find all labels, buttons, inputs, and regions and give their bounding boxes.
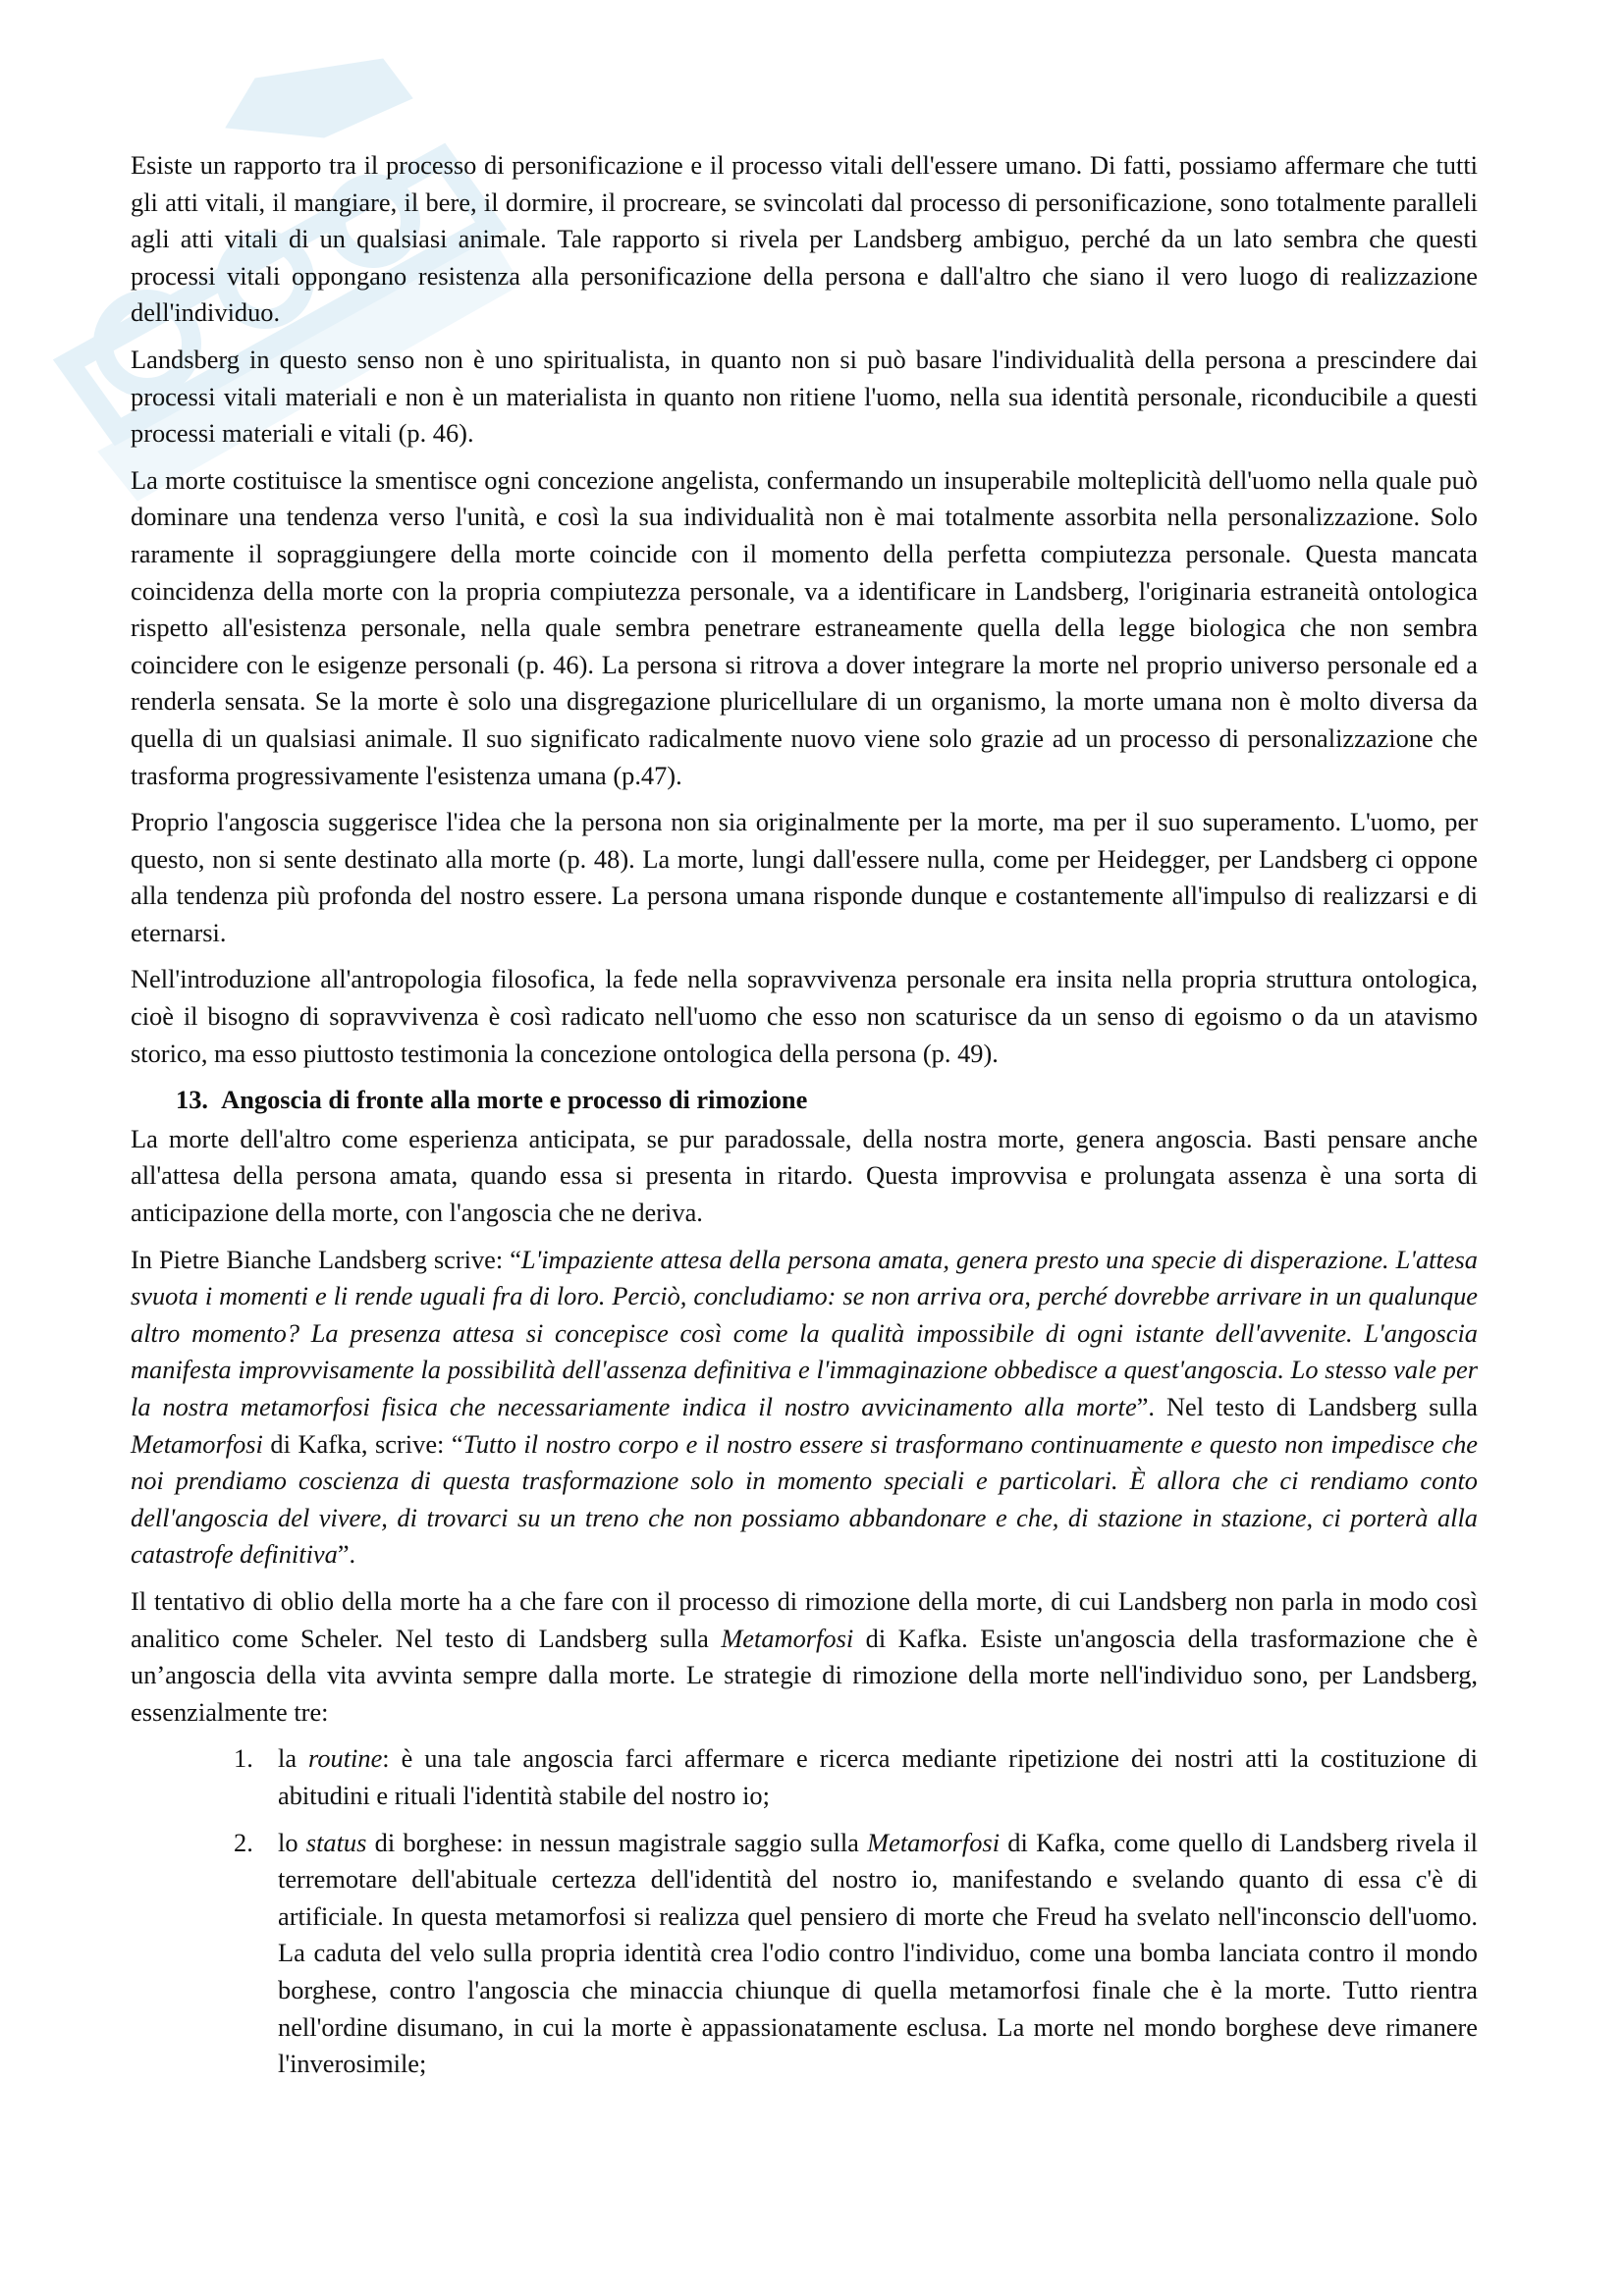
paragraph-2: Landsberg in questo senso non è uno spiritualista, in quanto non si può basare l'individualità della persona a prescindere dai processi vitali materiali e non è un materialista in quanto non ritiene l'uomo, nella sua identità personale, riconducibile a questi processi materiali e vitali (p. 46). bbox=[131, 344, 1478, 449]
p8-book-title: Metamorfosi bbox=[721, 1623, 854, 1653]
paragraph-7 bbox=[131, 1242, 1478, 1574]
section-title: Angoscia di fronte alla morte e processo di rimozione bbox=[221, 1085, 808, 1115]
paragraph-6: La morte dell'altro come esperienza anticipata, se pur paradossale, della nostra morte, genera angoscia. Basti pensare anche all'attesa della persona amata, quando essa si presenta in ritardo. Questa improvvisa e prolungata assenza è una sorta di anticipazione della morte, con l'angoscia che ne deriva. bbox=[131, 1123, 1478, 1228]
p7-text-d: ”. bbox=[337, 1539, 356, 1570]
item2-text-b: di borghese: in nessun magistrale saggio sulla bbox=[366, 1827, 868, 1857]
section-number: 13. bbox=[176, 1085, 208, 1115]
strategies-list bbox=[131, 1740, 1478, 2082]
quote-metamorfosi: Tutto il nostro corpo e il nostro essere si trasformano continuamente e questo non impedisce che noi prendiamo coscienza di questa trasformazione solo in momento speciali e particolari. È allora che ci rendiamo conto dell'angoscia del vivere, di trovarci su un treno che non possiamo abbandonare e che, di stazione in stazione, ci porterà alla catastrofe definitiva bbox=[131, 1428, 1478, 1570]
paragraph-3: La morte costituisce la smentisce ogni concezione angelista, confermando un insuperabile molteplicità dell'uomo nella quale può dominare una tendenza verso l'unità, e così la sua individualità non è mai totalmente assorbita nella personalizzazione. Solo raramente il sopraggiungere della morte coincide con il momento della perfetta compiutezza personale. Questa mancata coincidenza della morte con la propria compiutezza personale, va a identificare in Landsberg, l'originaria estraneità ontologica rispetto all'esistenza personale, nella quale sembra penetrare estraneamente quella della legge biologica che non sembra coincidere con le esigenze personali (p. 46). La persona si ritrova a dover integrare la morte nel proprio universo personale ed a renderla sensata. Se la morte è solo una disgregazione pluricellulare di un organismo, la morte umana non è molto diversa da quella di un qualsiasi animale. Il suo significato radicalmente nuovo viene solo grazie ad un processo di personalizzazione che trasforma progressivamente l'esistenza umana (p.47). bbox=[131, 464, 1478, 790]
watermark-cap-icon bbox=[226, 59, 412, 137]
paragraph-4: Proprio l'angoscia suggerisce l'idea che la persona non sia originalmente per la morte, ma per il suo superamento. L'uomo, per questo, non si sente destinato alla morte (p. 48). La morte, lungi dall'essere nulla, come per Heidegger, per Landsberg ci oppone alla tendenza più profonda del nostro essere. La persona umana risponde dunque e costantemente all'impulso di realizzarsi e di eternarsi. bbox=[131, 807, 1478, 947]
paragraph-8 bbox=[131, 1583, 1478, 1731]
item1-text-a: la bbox=[278, 1743, 309, 1774]
item2-term: status bbox=[305, 1827, 367, 1857]
list-item bbox=[131, 1825, 1478, 2083]
paragraph-1: Esiste un rapporto tra il processo di personificazione e il processo vitali dell'essere umano. Di fatti, possiamo affermare che tutti gli atti vitali, il mangiare, il bere, il dormire, il procreare, se svincolati dal processo di personificazione, sono totalmente paralleli agli atti vitali di un qualsiasi animale. Tale rapporto si rivela per Landsberg ambiguo, perché da un lato sembra che questi processi vitali oppongano resistenza alla personificazione della persona e dall'altro che siano il vero luogo di realizzazione dell'individuo. bbox=[131, 150, 1478, 328]
item2-book-title: Metamorfosi bbox=[867, 1827, 1001, 1857]
list-marker: 2. bbox=[234, 1827, 253, 1857]
item2-text-c: di Kafka, come quello di Landsberg rivela il terremotare dell'abituale certezza dell'identità del nostro io, manifestando e svelando quanto di essa c'è di artificiale. In questa metamorfosi si realizza quel pensiero di morte che Freud ha svelato nell'inconscio dell'uomo. La caduta del velo sulla propria identità crea l'odio contro l'individuo, come una bomba lanciata contro il mondo borghese, contro l'angoscia che minaccia chiunque di quella metamorfosi finale che è la morte. Tutto rientra nell'ordine disumano, in cui la morte è appassionatamente esclusa. La morte nel mondo borghese deve rimanere l'inverosimile; bbox=[278, 1827, 1478, 2079]
item1-text-b: : è una tale angoscia farci affermare e ricerca mediante ripetizione dei nostri atti la costituzione di abitudini e rituali l'identità stabile del nostro io; bbox=[278, 1743, 1478, 1810]
quote-pietre-bianche: L'impaziente attesa della persona amata, genera presto una specie di disperazione. L'attesa svuota i momenti e li rende uguali fra di loro. Perciò, concludiamo: se non arriva ora, perché dovrebbe arrivare in un qualunque altro momento? La presenza attesa si concepisce così come la qualità impossibile di ogni istante dell'avvenite. L'angoscia manifesta improvvisamente la possibilità dell'assenza definitiva e l'immaginazione obbedisce a quest'angoscia. Lo stesso vale per la nostra metamorfosi fisica che necessariamente indica il nostro avvicinamento alla morte bbox=[131, 1244, 1478, 1421]
item1-term: routine bbox=[308, 1743, 383, 1774]
p7-text-c: di Kafka, scrive: “ bbox=[262, 1428, 463, 1459]
p7-book-title: Metamorfosi bbox=[131, 1428, 263, 1459]
paragraph-5: Nell'introduzione all'antropologia filosofica, la fede nella sopravvivenza personale era insita nella propria struttura ontologica, cioè il bisogno di sopravvivenza è così radicato nell'uomo che esso non scaturisce da un senso di egoismo o da un atavismo storico, ma esso piuttosto testimonia la concezione ontologica della persona (p. 49). bbox=[131, 964, 1478, 1068]
list-item bbox=[131, 1740, 1478, 1814]
list-marker: 1. bbox=[234, 1743, 253, 1774]
p7-text-b: ”. Nel testo di Landsberg sulla bbox=[1136, 1392, 1478, 1421]
document-page bbox=[131, 147, 1478, 2093]
p7-text-a: In Pietre Bianche Landsberg scrive: “ bbox=[131, 1244, 521, 1274]
p8-text-b: di Kafka. Esiste un'angoscia della trasformazione che è un’angoscia della vita avvinta sempre dalla morte. Le strategie di rimozione della morte nell'individuo sono, per Landsberg, essenzialmente tre: bbox=[131, 1623, 1478, 1727]
p8-text-a: Il tentativo di oblio della morte ha a che fare con il processo di rimozione della morte, di cui Landsberg non parla in modo così analitico come Scheler. Nel testo di Landsberg sulla bbox=[131, 1585, 1478, 1653]
section-heading bbox=[131, 1082, 1478, 1119]
item2-text-a: lo bbox=[278, 1827, 306, 1857]
